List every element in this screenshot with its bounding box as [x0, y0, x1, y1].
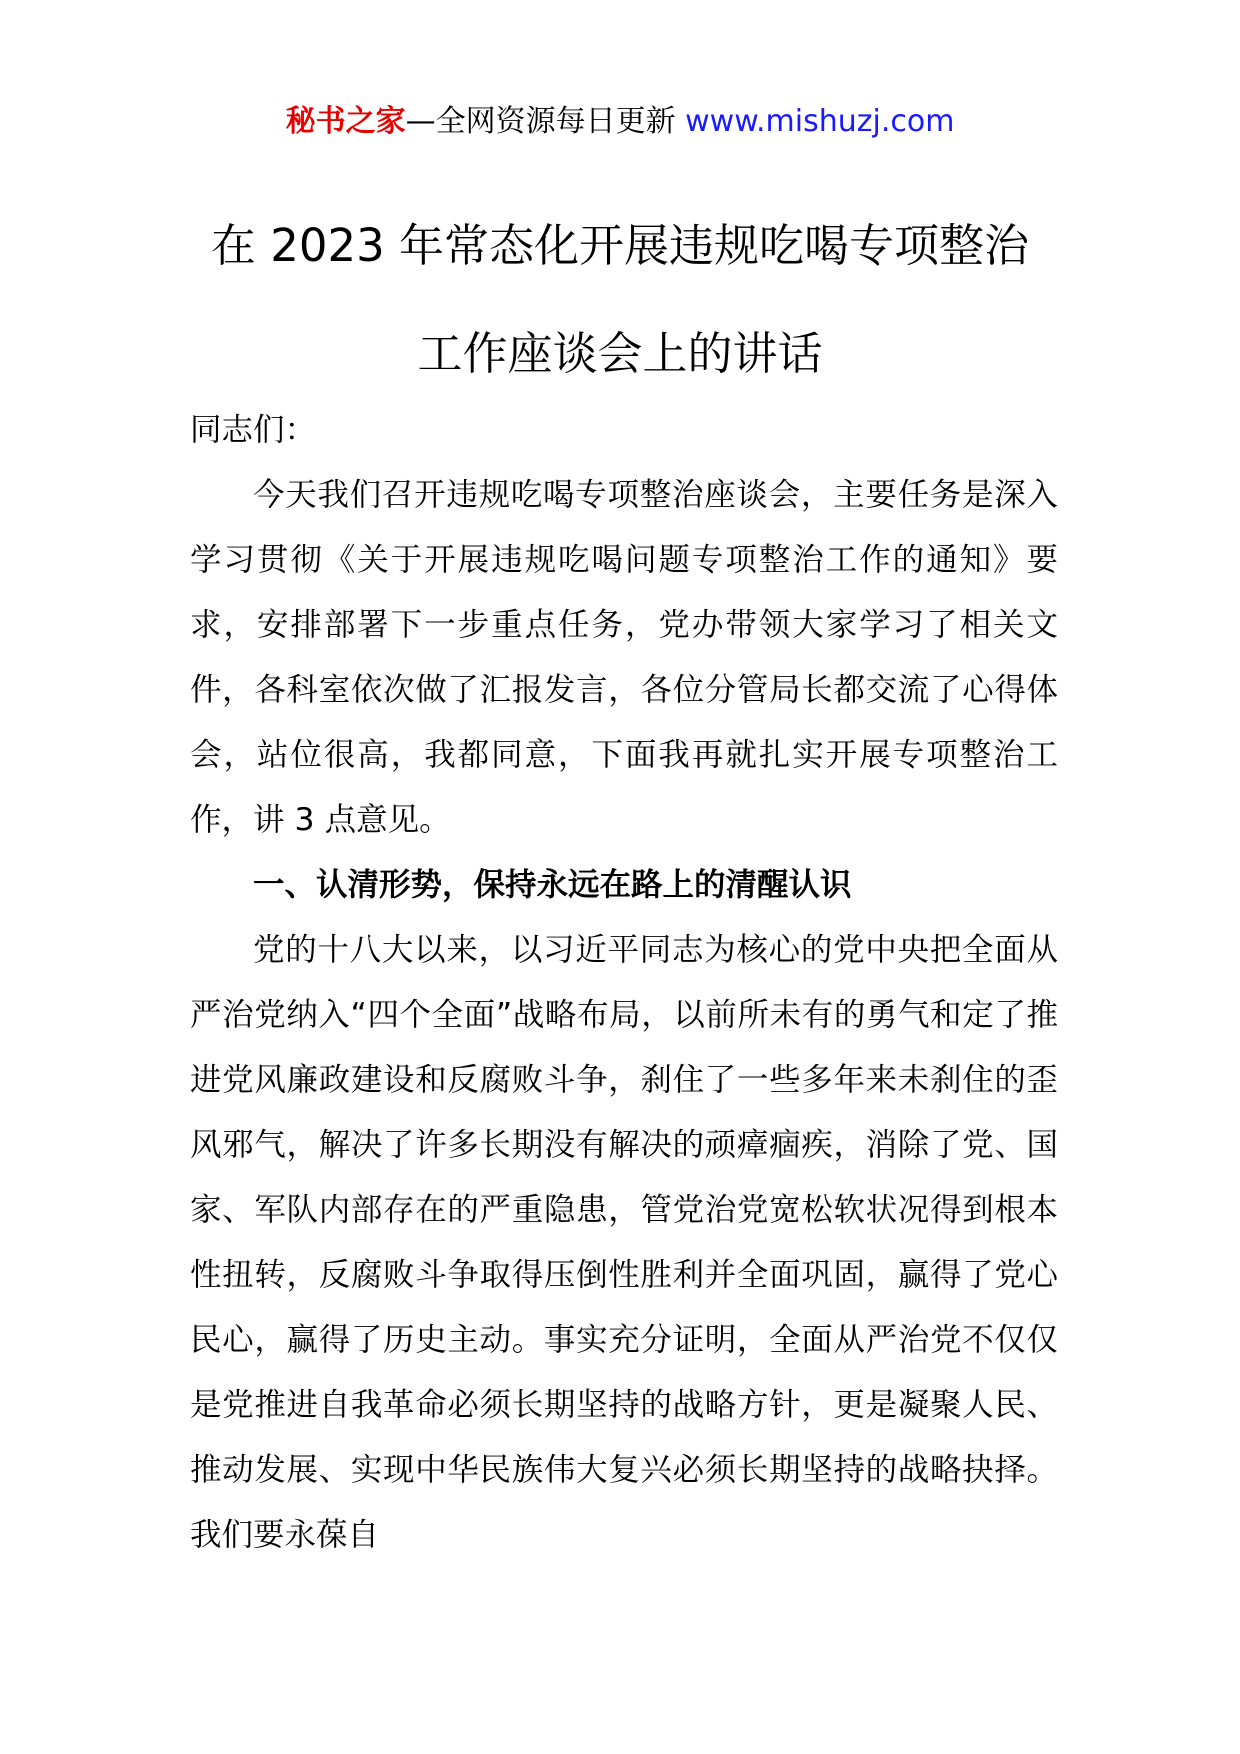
site-url-link[interactable]: www.mishuzj.com [685, 104, 955, 139]
document-title-line-1: 在 2023 年常态化开展违规吃喝专项整治 [210, 219, 1030, 272]
site-header [0, 100, 1240, 144]
salutation: 同志们： [190, 412, 317, 448]
section-heading: 一、认清形势，保持永远在路上的清醒认识 [253, 867, 852, 903]
site-tagline: —全网资源每日更新 [405, 104, 686, 139]
body-paragraph: 今天我们召开违规吃喝专项整治座谈会，主要任务是深入学习贯彻《关于开展违规吃喝问题专项整治工作的通知》要求，安排部署下一步重点任务，党办带领大家学习了相关文件，各科室依次做了汇报发言，各位分管局长都交流了心得体会，站位很高，我都同意，下面我再就扎实开展专项整治工作，讲 3 点意见。 [190, 477, 1058, 838]
document-title-line-2: 工作座谈会上的讲话 [417, 327, 823, 380]
site-brand: 秘书之家 [285, 104, 406, 139]
body-paragraph: 党的十八大以来，以习近平同志为核心的党中央把全面从严治党纳入“四个全面”战略布局，以前所未有的勇气和定了推进党风廉政建设和反腐败斗争，刹住了一些多年来未刹住的歪风邪气，解决了许多长期没有解决的顽瘴痼疾，消除了党、国家、军队内部存在的严重隐患，管党治党宽松软状况得到根本性扭转，反腐败斗争取得压倒性胜利并全面巩固，赢得了党心民心，赢得了历史主动。事实充分证明，全面从严治党不仅仅是党推进自我革命必须长期坚持的战略方针，更是凝聚人民、推动发展、实现中华民族伟大复兴必须长期坚持的战略抉择。我们要永葆自 [190, 932, 1058, 1553]
document-title [0, 192, 1240, 408]
document-body [190, 398, 1058, 1568]
